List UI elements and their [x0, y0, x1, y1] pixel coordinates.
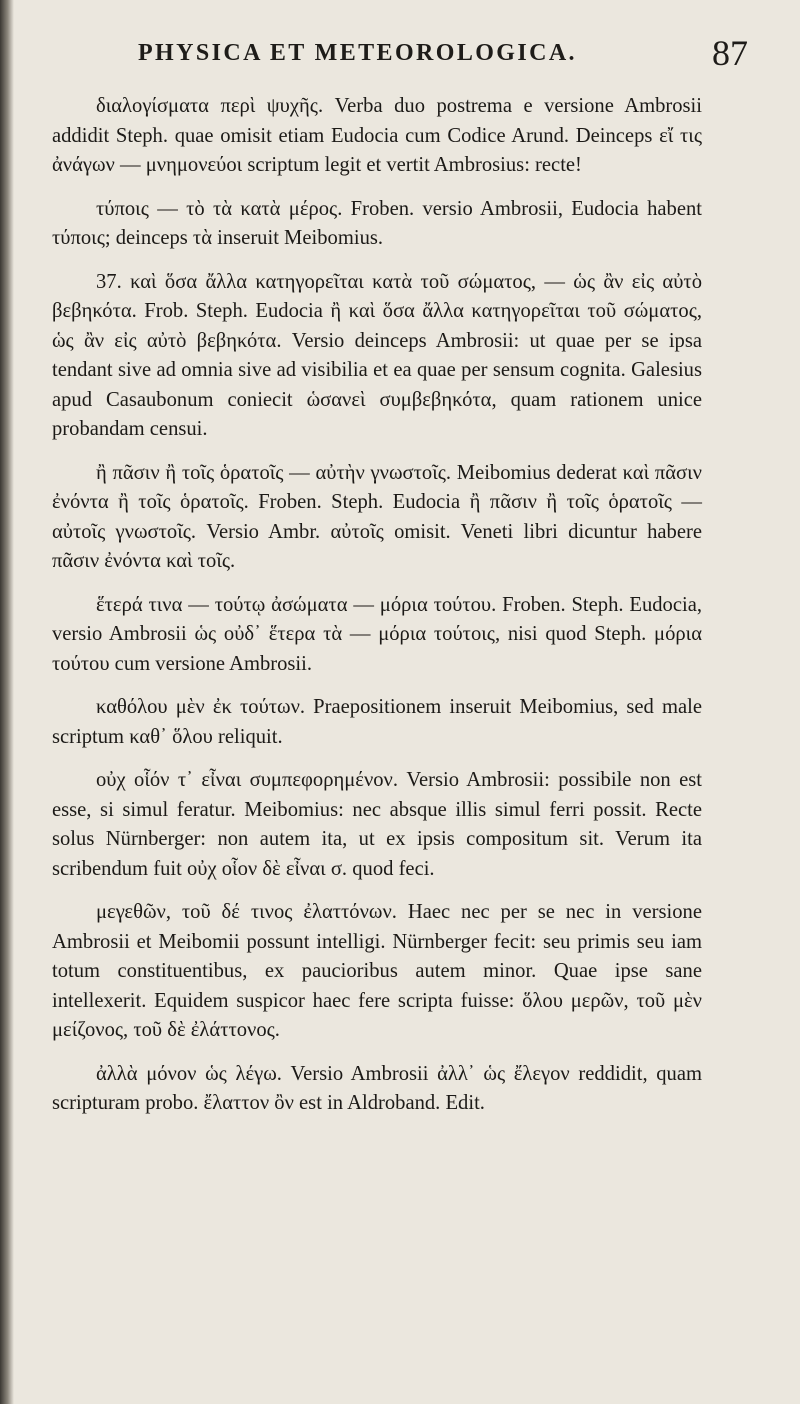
paragraph: καθόλου μὲν ἐκ τούτων. Praepositionem inseruit Meibomius, sed male scriptum καθ᾽ ὅλου reliquit. — [52, 696, 702, 748]
paragraph: διαλογίσματα περὶ ψυχῆς. Verba duo postrema e versione Ambrosii addidit Steph. quae omisit etiam Eudocia cum Codice Arund. Deinceps εἴ τις ἀνάγων — μνημονεύοι scriptum legit et vertit Ambrosius: recte! — [52, 95, 702, 176]
paragraph: τύποις — τὸ τὰ κατὰ μέρος. Froben. versio Ambrosii, Eudocia habent τύποις; deinceps τὰ inseruit Meibomius. — [52, 197, 702, 249]
paragraph: 37. καὶ ὅσα ἄλλα κατηγορεῖται κατὰ τοῦ σώματος, — ὡς ἂν εἰς αὐτὸ βεβηκότα. Frob. Steph. Eudocia ἢ καὶ ὅσα ἄλλα κατηγορεῖται τοῦ σώματος, ὡς ἂν εἰς αὐτὸ βεβηκότα. Versio deinceps Ambrosii: ut quae per se ipsa tendant sive ad omnia sive ad visibilia et ea quae per sensum cognita. Galesius apud Casaubonum coniecit ὡσανεὶ συμβεβηκότα, quam rationem unice probandam censui. — [52, 270, 702, 440]
paragraph: ἢ πᾶσιν ἢ τοῖς ὁρατοῖς — αὐτὴν γνωστοῖς. Meibomius dederat καὶ πᾶσιν ἐνόντα ἢ τοῖς ὁρατοῖς. Froben. Steph. Eudocia ἢ πᾶσιν ἢ τοῖς ὁρατοῖς — αὐτοῖς γνωστοῖς. Versio Ambr. αὐτοῖς omisit. Veneti libri dicuntur habere πᾶσιν ἐνόντα καὶ τοῖς. — [52, 461, 702, 572]
page-header — [60, 32, 760, 82]
paragraph: ἀλλὰ μόνον ὡς λέγω. Versio Ambrosii ἀλλ᾽ ὡς ἔλεγον reddidit, quam scripturam probo. ἔλαττον ὂν est in Aldroband. Edit. — [52, 1062, 702, 1114]
page-number: 87 — [712, 33, 748, 73]
body-text — [52, 92, 702, 1133]
running-head: PHYSICA ET METEOROLOGICA. — [138, 40, 577, 66]
binding-shadow — [0, 0, 14, 1404]
paragraph: μεγεθῶν, τοῦ δέ τινος ἐλαττόνων. Haec nec per se nec in versione Ambrosii et Meibomii possunt intelligi. Nürnberger fecit: seu primis seu iam totum constituentibus, ex paucioribus autem minor. Quae ipse sane intellexerit. Equidem suspicor haec fere scripta fuisse: ὅλου μερῶν, τοῦ μὲν μείζονος, τοῦ δὲ ἐλάττονος. — [52, 901, 702, 1041]
paragraph: ἕτερά τινα — τούτῳ ἀσώματα — μόρια τούτου. Froben. Steph. Eudocia, versio Ambrosii ὡς οὐδ᾽ ἕτερα τὰ — μόρια τούτοις, nisi quod Steph. μόρια τούτου cum versione Ambrosii. — [52, 593, 702, 675]
paragraph: οὐχ οἷόν τ᾽ εἶναι συμπεφορημένον. Versio Ambrosii: possibile non est esse, si simul feratur. Meibomius: nec absque illis simul ferri possit. Recte solus Nürnberger: non autem ita, ut ex ipsis compositum sit. Verum ita scribendum fuit οὐχ οἷον δὲ εἶναι σ. quod feci. — [52, 769, 702, 880]
